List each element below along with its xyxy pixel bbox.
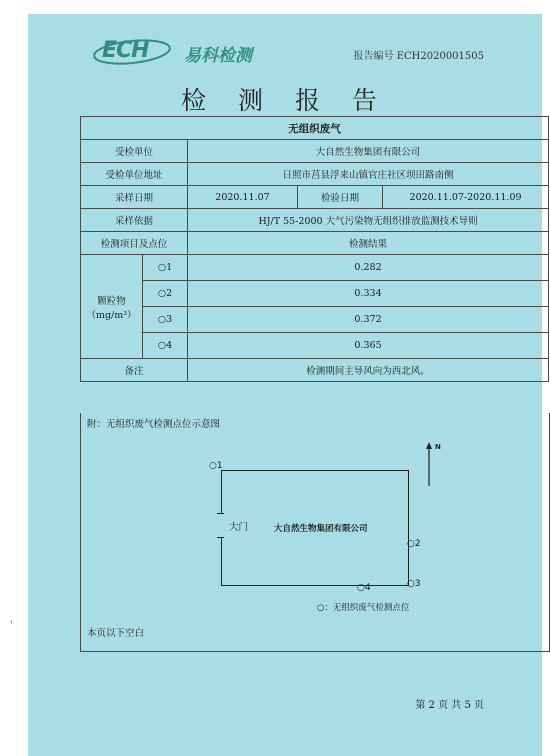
- table-row: [81, 186, 549, 209]
- point-4-marker: ○4: [357, 583, 371, 593]
- point-1-marker: ○1: [209, 461, 223, 471]
- ech-logo: [92, 36, 272, 66]
- test-date-label: 检验日期: [298, 186, 383, 209]
- table-row: [81, 359, 549, 382]
- monitoring-point-diagram: [80, 413, 550, 652]
- point-label: ○1: [143, 255, 188, 281]
- north-arrow-icon: [424, 440, 454, 491]
- particulate-label: 颗粒物: [97, 295, 126, 307]
- blank-note: 本页以下空白: [87, 628, 145, 639]
- table-row: [81, 255, 549, 281]
- diagram-legend: ○：无组织废气检测点位: [317, 603, 410, 613]
- client-label: 受检单位: [81, 140, 188, 163]
- table-row: [81, 163, 549, 186]
- particulate-unit: （mg/m³）: [86, 309, 137, 321]
- point-2-marker: ○2: [407, 539, 421, 549]
- table-row: [81, 281, 549, 307]
- basis-label: 采样依据: [81, 209, 188, 232]
- point-label: ○2: [143, 281, 188, 307]
- point-label: ○4: [143, 333, 188, 359]
- item-label: 检测项目及点位: [81, 232, 188, 255]
- section-title: 无组织废气: [81, 117, 549, 140]
- client-value: 大自然生物集团有限公司: [188, 140, 549, 163]
- logo-text-cn: 易科检测: [184, 46, 252, 66]
- table-row: [81, 232, 549, 255]
- margin-mark: ': [10, 620, 13, 631]
- point-3-marker: ○3: [407, 579, 421, 589]
- report-page: [28, 14, 542, 756]
- result-label: 检测结果: [188, 232, 549, 255]
- diagram-title: 附：无组织废气检测点位示意图: [87, 419, 221, 430]
- table-row: [81, 140, 549, 163]
- gate-opening: [219, 514, 223, 538]
- test-date-value: 2020.11.07-2020.11.09: [383, 186, 549, 209]
- address-value: 日照市莒县浮来山镇官庄社区坝田路南侧: [188, 163, 549, 186]
- point-value: 0.282: [188, 255, 549, 281]
- page-title: 检 测 报 告: [181, 86, 389, 115]
- table-row: [81, 307, 549, 333]
- section-title-row: [81, 117, 549, 140]
- report-number: 报告编号 ECH2020001505: [353, 51, 484, 62]
- point-label: ○3: [143, 307, 188, 333]
- table-row: [81, 333, 549, 359]
- remark-value: 检测期间主导风向为西北风。: [188, 359, 549, 382]
- point-value: 0.365: [188, 333, 549, 359]
- point-value: 0.334: [188, 281, 549, 307]
- gate-tick-bottom: [217, 537, 224, 538]
- particulate-label-cell: [81, 255, 143, 359]
- address-label: 受检单位地址: [81, 163, 188, 186]
- basis-value: HJ/T 55-2000 大气污染物无组织排放监测技术导则: [188, 209, 549, 232]
- sampling-date-value: 2020.11.07: [188, 186, 298, 209]
- page-number: 第 2 页 共 5 页: [415, 700, 484, 711]
- logo-text-en: ECH: [102, 38, 149, 63]
- table-row: [81, 209, 549, 232]
- north-label: N: [435, 443, 441, 451]
- remark-label: 备注: [81, 359, 188, 382]
- gate-tick-top: [217, 513, 224, 514]
- company-label: 大自然生物集团有限公司: [274, 524, 368, 534]
- point-value: 0.372: [188, 307, 549, 333]
- sampling-date-label: 采样日期: [81, 186, 188, 209]
- results-table: [80, 116, 549, 382]
- gate-label: 大门: [229, 522, 249, 533]
